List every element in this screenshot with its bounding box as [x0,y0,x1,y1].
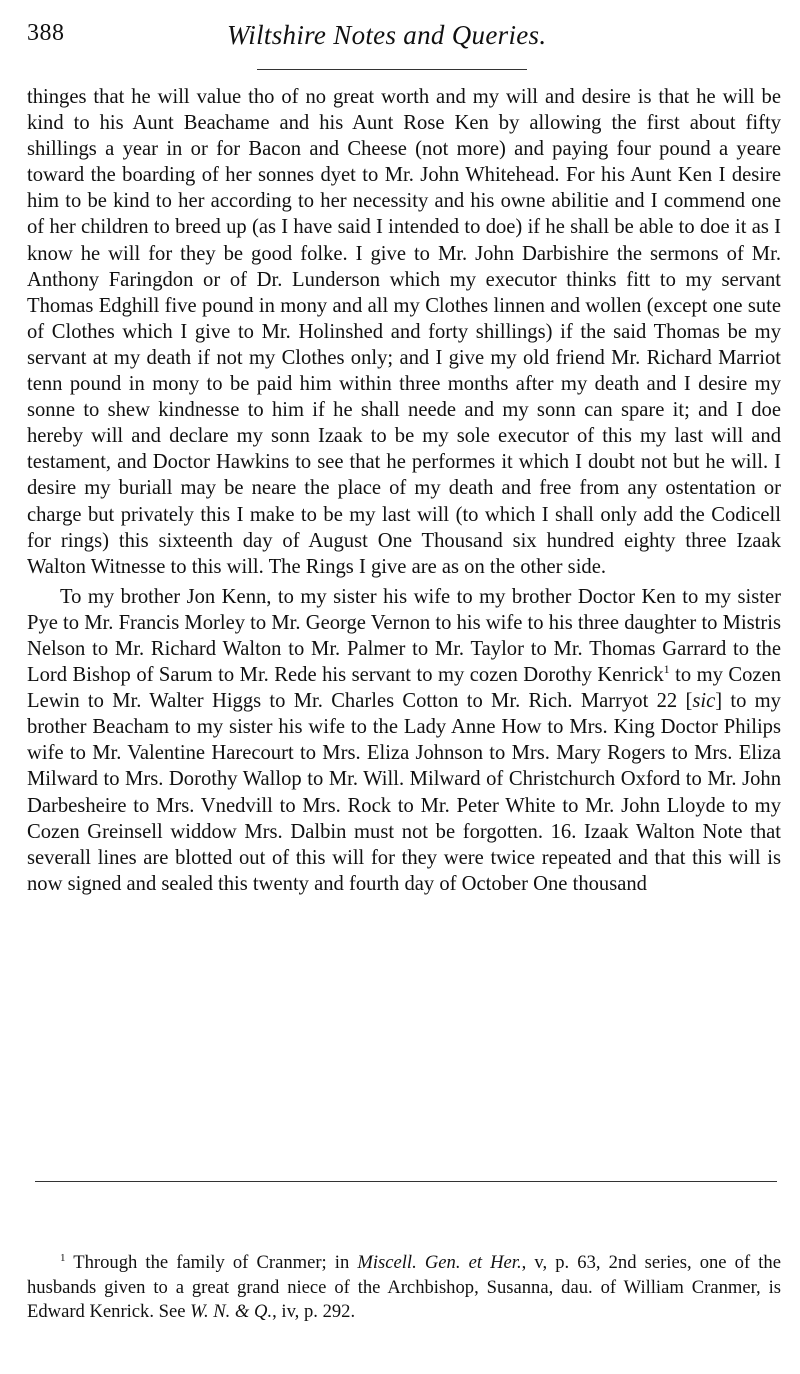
footnote-text-2: , v, p. 63, 2nd series, one of the husbands given to a great grand niece of the Archbishop, Susanna, dau. of William Cranmer, is Edward Kenrick. See [27,1252,781,1322]
page-number: 388 [27,20,65,46]
running-title: Wiltshire Notes and Queries. [227,20,547,50]
footnote-rule [35,1181,777,1182]
footnote-text-3: , iv, p. 292. [272,1301,356,1322]
paragraph-2-part-1: To my brother Jon Kenn, to my sister his wife to my brother Doctor Ken to my sister Pye to Mr. Francis Morley to Mr. George Vernon to his wife to his three daughter to Mistris Nelson to Mr. Richard Walton to Mr. Palmer to Mr. Taylor to Mr. Thomas Garrard to the Lord Bishop of Sarum to Mr. Rede his servant to my cozen Dorothy Kenrick [27,585,781,687]
paragraph-2-part-3: ] to my brother Beacham to my sister his wife to the Lady Anne How to Mrs. King Doctor Philips wife to Mr. Valentine Harecourt to Mrs. Eliza Johnson to Mrs. Mary Rogers to Mrs. Eliza Milward to Mrs. Dorothy Wallop to Mr. Will. Milward of Christchurch Oxford to Mr. John Darbesheire to Mrs. Vnedvill to Mrs. Rock to Mr. Peter White to Mr. John Lloyde to my Cozen Greinsell widdow Mrs. Dalbin must not be forgotten. 16. Izaak Walton Note that severall lines are blotted out of this will for they were twice repeated and that this will is now signed and sealed this twenty and fourth day of October One thousand [27,690,781,895]
paragraph-2-part-2: to my Cozen Lewin to Mr. Walter Higgs to Mr. Charles Cotton to Mr. Rich. Marryot 22 [ [27,664,782,713]
footnote-citation-2: W. N. & Q. [190,1301,273,1322]
paragraph-1: thinges that he will value tho of no great worth and my will and desire is that he will be kind to his Aunt Beachame and his Aunt Rose Ken by allowing the first about fifty shillings a year in or for Bacon and Cheese (not more) and paying four pound a yeare toward the boarding of her sonnes dyet to Mr. John Whitehead. For his Aunt Ken I desire him to be kind to her according to her necessity and his owne abilitie and I commend one of her children to breed up (as I have said I intended to doe) if he shall be able to doe it as I know he will for they be good folke. I give to Mr. John Darbishire the sermons of Mr. Anthony Faringdon or of Dr. Lunderson which my executor thinks fitt to my servant Thomas Edghill five pound in mony and all my Clothes linnen and wollen (except one sute of Clothes which I give to Mr. Holinshed and forty shillings) if the said Thomas be my servant at my death if not my Clothes only; and I give my old friend Mr. Richard Marriot tenn pound in mony to be paid him within three months after my death and I desire my sonne to shew kindnesse to him if he shall neede and my sonn can spare it; and I doe hereby will and declare my sonn Izaak to be my sole executor of this my last will and testament, and Doctor Hawkins to see that he performes it which I doubt not but he will. I desire my buriall may be neare the place of my death and free from any ostentation or charge but privately this I make to be my last will (to which I shall only add the Codicell for rings) this sixteenth day of August One Thousand six hundred eighty three Izaak Walton Witnesse to this will. The Rings I give are as on the other side. [27,86,781,578]
sic-mark: sic [692,690,716,713]
header-rule [257,69,527,70]
body-text [27,84,781,897]
footnote [27,1251,781,1325]
page-header [27,16,779,52]
footnote-marker: 1 [60,1251,66,1264]
footnote-text-1: Through the family of Cranmer; in [65,1252,358,1273]
footnote-citation-1: Miscell. Gen. et Her. [357,1252,522,1273]
footnote-reference: 1 [663,662,670,677]
paragraph-2 [27,584,781,897]
